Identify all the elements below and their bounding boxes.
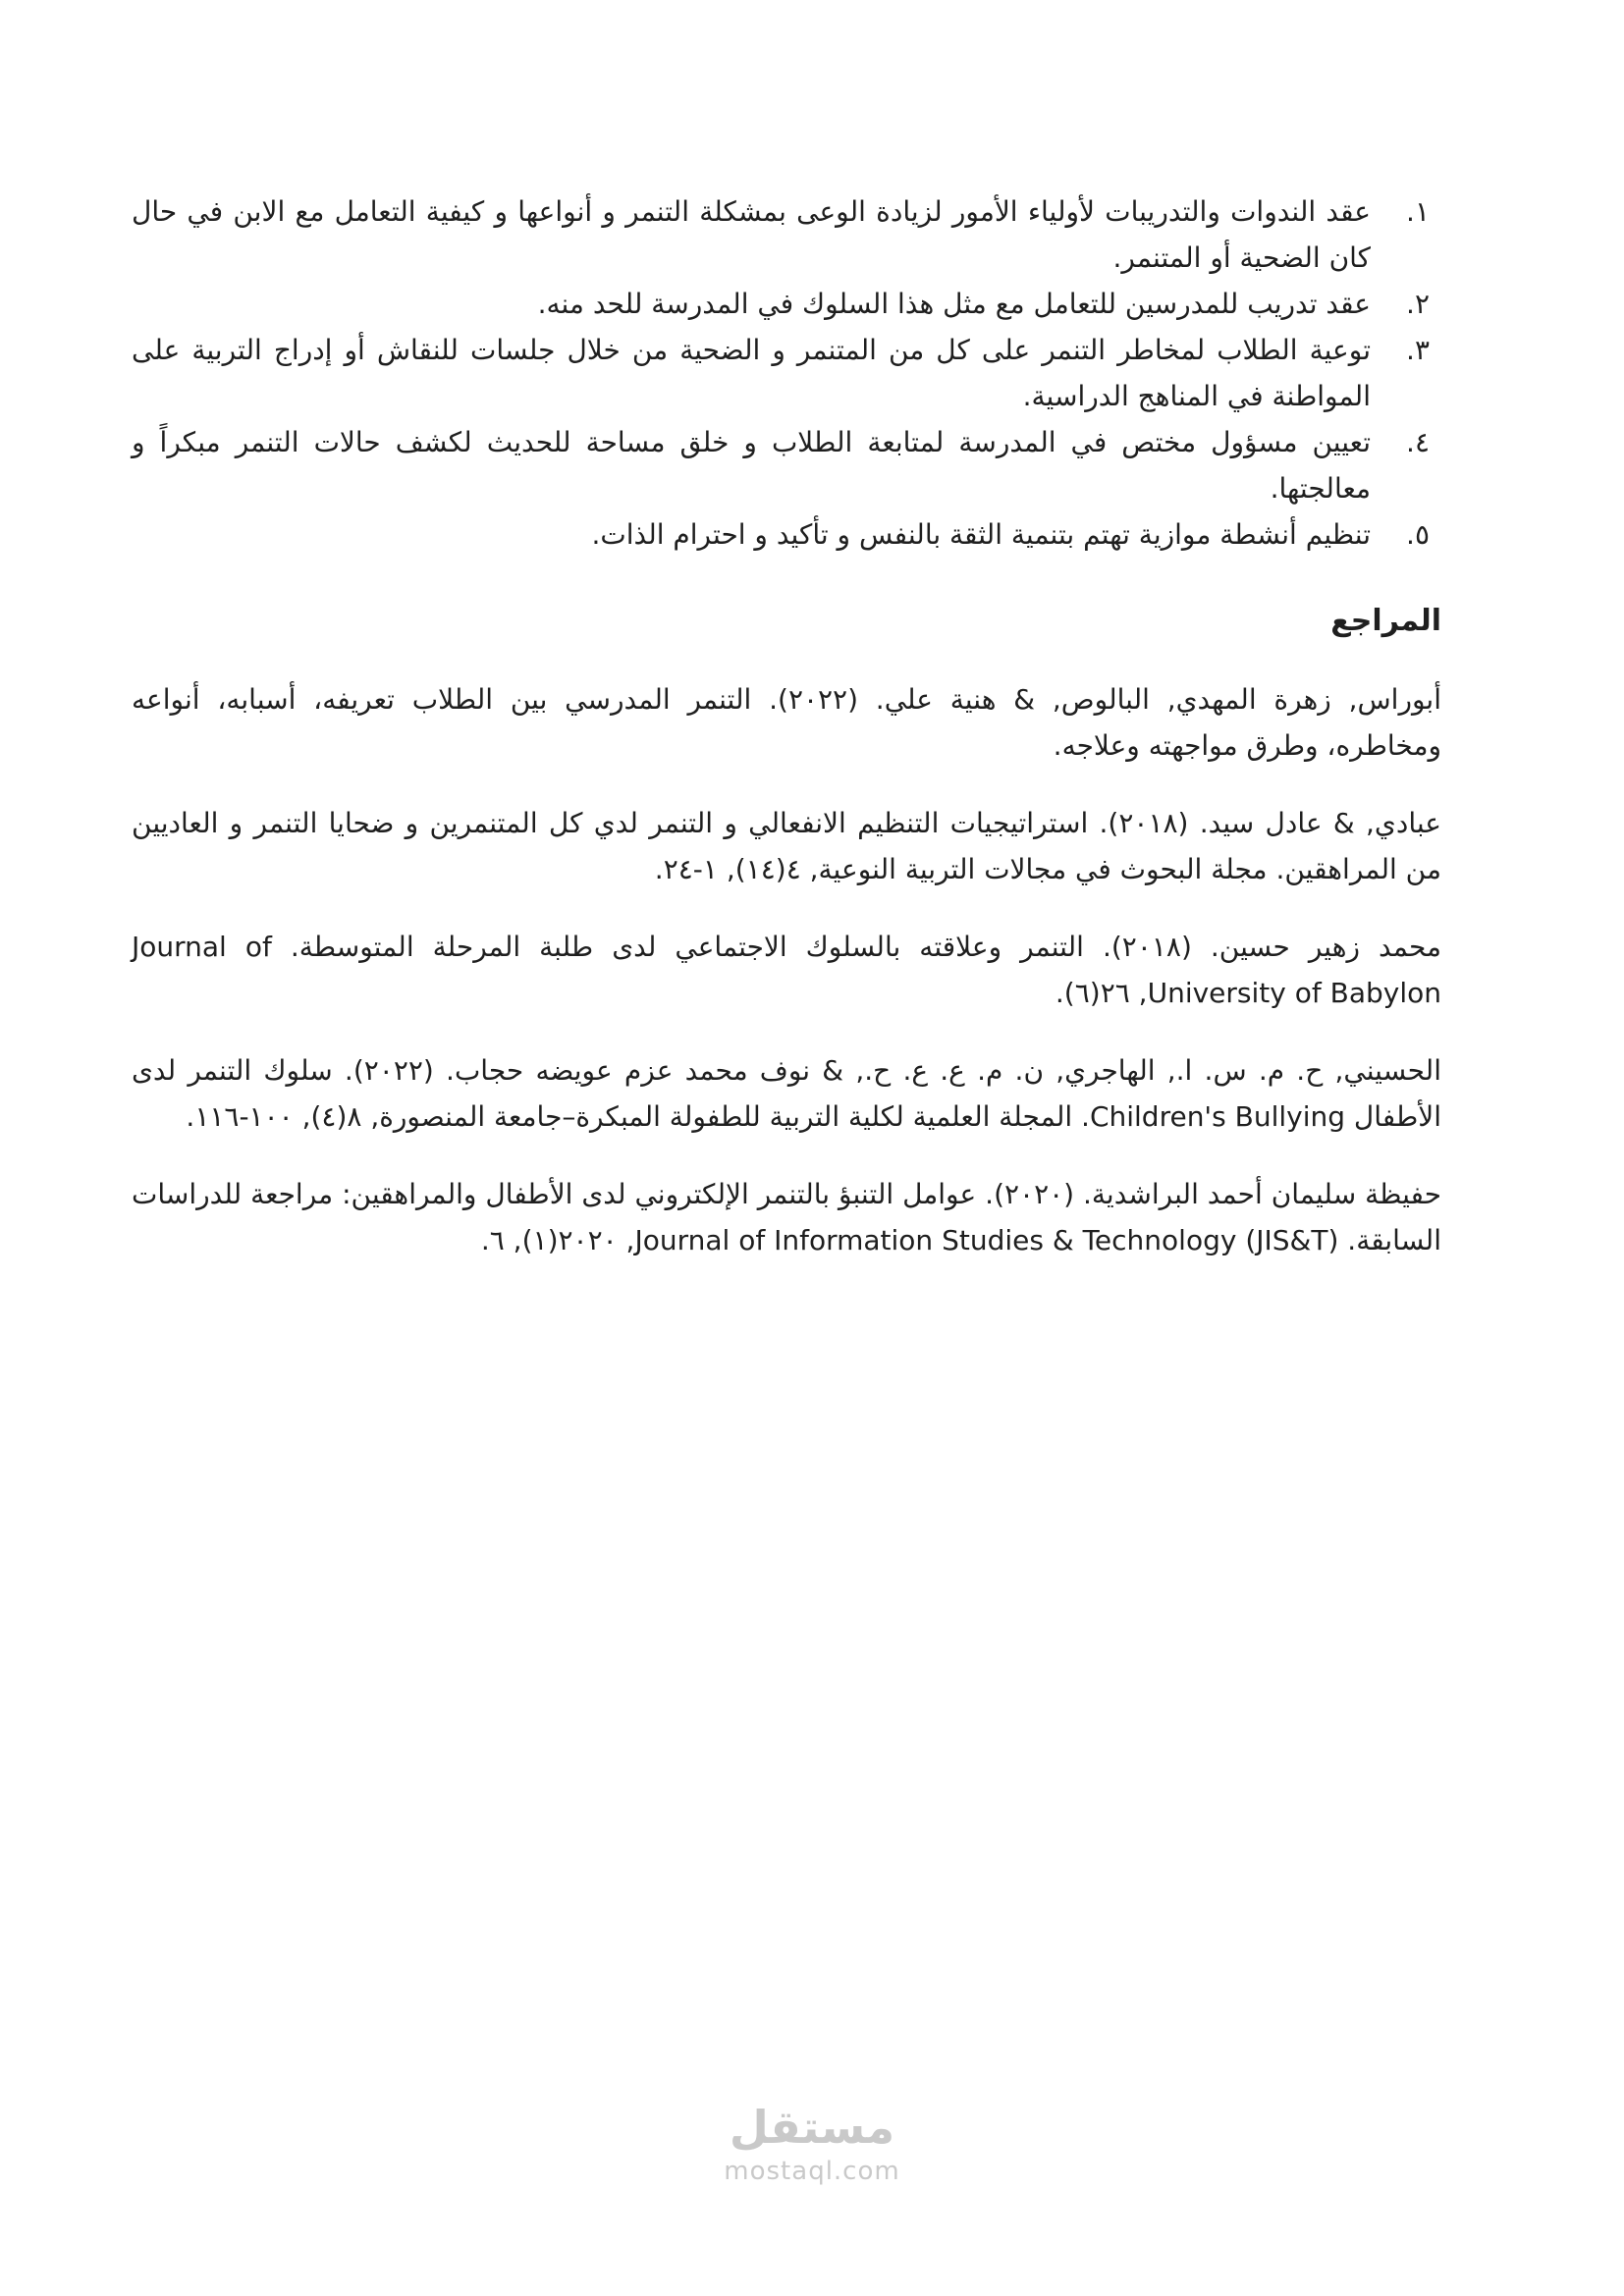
list-item [132, 327, 1441, 419]
reference-entry: محمد زهير حسين. (٢٠١٨). التنمر وعلاقته بالسلوك الاجتماعي لدى طلبة المرحلة المتوسطة. Journal of University of Babylon, ٢٦(٦). [132, 930, 1442, 1009]
list-item-number: ٤. [1406, 426, 1430, 459]
watermark-arabic-logo: مستقل [729, 2101, 895, 2155]
watermark-site-url: mostaql.com [724, 2157, 900, 2186]
references-section [132, 676, 1441, 1263]
reference-entry: أبوراس, زهرة المهدي, البالوص, & هنية علي. (٢٠٢٢). التنمر المدرسي بين الطلاب تعريفه، أسبابه، أنواعه ومخاطره، وطرق مواجهته وعلاجه. [132, 682, 1442, 762]
reference-entry: عبادي, & عادل سيد. (٢٠١٨). استراتيجيات التنظيم الانفعالي و التنمر لدي كل المتنمرين و ضحايا التنمر و العاديين من المراهقين. مجلة البحوث في مجالات التربية النوعية, ٤(١٤), ١-٢٤. [132, 806, 1442, 885]
list-item [132, 281, 1441, 327]
reference-entry: الحسيني, ح. م. س. ا., الهاجري, ن. م. ع. ع. ح., & نوف محمد عزم عويضه حجاب. (٢٠٢٢). سلوك التنمر لدى الأطفال Children's Bullying. المجلة العلمية لكلية التربية للطفولة المبكرة–جامعة المنصورة, ٨(٤), ١٠٠-١١٦. [132, 1053, 1441, 1133]
list-item-text: توعية الطلاب لمخاطر التنمر على كل من المتنمر و الضحية من خلال جلسات للنقاش أو إدراج التربية على المواطنة في المناهج الدراسية. [132, 334, 1371, 413]
list-item-text: تعيين مسؤول مختص في المدرسة لمتابعة الطلاب و خلق مساحة للحديث لكشف حالات التنمر مبكراً و معالجتها. [132, 426, 1371, 506]
list-item-text: عقد تدريب للمدرسين للتعامل مع مثل هذا السلوك في المدرسة للحد منه. [537, 288, 1371, 321]
list-item-number: ٢. [1406, 288, 1430, 321]
list-item-text: تنظيم أنشطة موازية تهتم بتنمية الثقة بالنفس و تأكيد و احترام الذات. [591, 518, 1371, 552]
list-item-text: عقد الندوات والتدريبات لأولياء الأمور لزيادة الوعى بمشكلة التنمر و أنواعها و كيفية التعامل مع الابن في حال كان الضحية أو المتنمر. [132, 195, 1371, 275]
list-item [132, 511, 1441, 558]
list-item-number: ٥. [1406, 518, 1430, 552]
list-item [132, 419, 1441, 511]
references-heading: المراجع [1330, 604, 1441, 639]
watermark [0, 2103, 1624, 2186]
list-item-number: ٣. [1406, 334, 1430, 367]
list-item [132, 188, 1441, 281]
list-item-number: ١. [1406, 195, 1430, 228]
recommendations-list [132, 188, 1441, 558]
reference-entry: حفيظة سليمان أحمد البراشدية. (٢٠٢٠). عوامل التنبؤ بالتنمر الإلكتروني لدى الأطفال والمراهقين: مراجعة للدراسات السابقة. Journal of Information Studies & Technology (JIS&T), ٢٠٢٠(١), ٦. [132, 1177, 1442, 1256]
